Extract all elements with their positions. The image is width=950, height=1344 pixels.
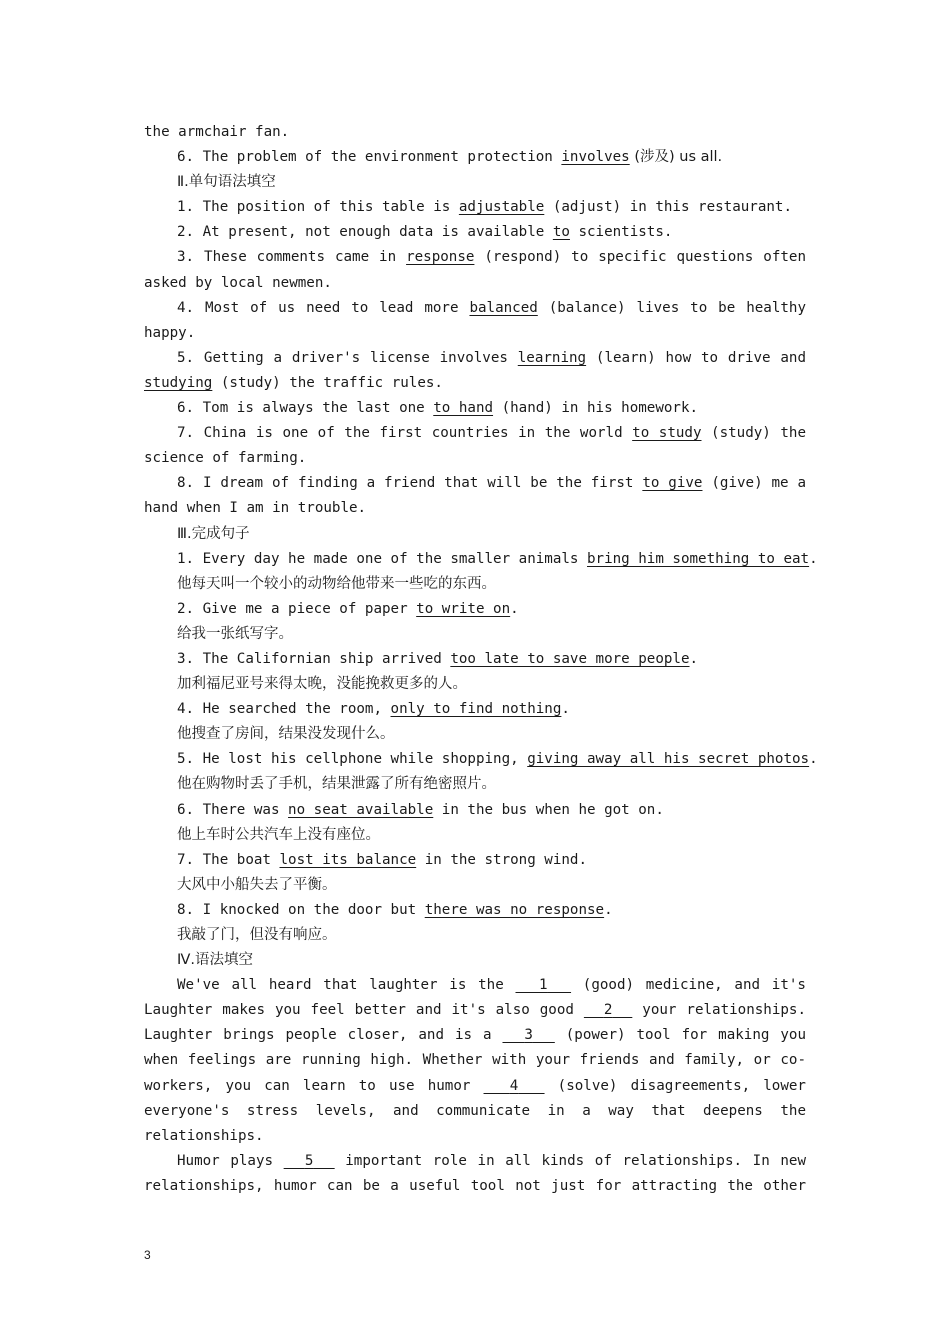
answer: learning bbox=[517, 349, 587, 366]
answer: no seat available bbox=[288, 801, 434, 818]
s2-item-7-cont: science of farming. bbox=[144, 450, 307, 467]
s3-item-1-translation: 他每天叫一个较小的动物给他带来一些吃的东西。 bbox=[177, 575, 496, 592]
blank-1: 1 bbox=[539, 977, 548, 994]
s2-item-8-cont: hand when I am in trouble. bbox=[144, 500, 367, 517]
continuation-line: the armchair fan. bbox=[144, 124, 290, 140]
answer: to bbox=[552, 224, 570, 241]
passage-line: Humor plays 5 important role in all kinds of relationships. In new bbox=[177, 1152, 806, 1169]
answer: balanced bbox=[469, 299, 538, 316]
s3-item-4-translation: 他搜查了房间，结果没发现什么。 bbox=[177, 726, 395, 743]
s3-item-2-translation: 给我一张纸写字。 bbox=[177, 625, 293, 642]
passage-line: everyone's stress levels, and communicate in a way that deepens the bbox=[144, 1102, 806, 1119]
answer: only to find nothing bbox=[390, 701, 562, 718]
answer: too late to save more people bbox=[450, 650, 690, 667]
section-4-heading: Ⅳ.语法填空 bbox=[177, 952, 253, 969]
s2-item-6: 6. Tom is always the last one to hand (hand) in his homework. bbox=[177, 400, 699, 417]
passage-line: Laughter brings people closer, and is a 3 (power) tool for making you bbox=[144, 1027, 806, 1044]
passage-line: Laughter makes you feel better and it's also good 2 your relationships. bbox=[144, 1002, 806, 1019]
answer: bring him something to eat bbox=[587, 550, 810, 567]
answer: to write on bbox=[416, 600, 511, 617]
answer: adjustable bbox=[458, 199, 545, 216]
s3-item-3: 3. The Californian ship arrived too late to save more people. bbox=[177, 650, 699, 667]
s2-item-8: 8. I dream of finding a friend that will be the first to give (give) me a bbox=[177, 475, 806, 492]
s2-item-1: 1. The position of this table is adjustable (adjust) in this restaurant. bbox=[177, 199, 793, 216]
s2-item-2: 2. At present, not enough data is available to scientists. bbox=[177, 224, 673, 241]
blank-5: 5 bbox=[304, 1152, 314, 1169]
answer: studying bbox=[144, 374, 213, 391]
answer: involves bbox=[561, 149, 630, 166]
s3-item-7: 7. The boat lost its balance in the strong wind. bbox=[177, 851, 588, 868]
document-page bbox=[144, 120, 818, 1199]
s3-item-4: 4. He searched the room, only to find nothing. bbox=[177, 701, 570, 718]
answer: to give bbox=[642, 475, 703, 492]
answer: giving away all his secret photos bbox=[527, 751, 810, 768]
page-number: 3 bbox=[144, 1248, 151, 1262]
passage-line: when feelings are running high. Whether with your friends and family, or co- bbox=[144, 1052, 806, 1069]
s3-item-6: 6. There was no seat available in the bus when he got on. bbox=[177, 801, 664, 818]
s2-item-7: 7. China is one of the first countries in the world to study (study) the bbox=[177, 425, 806, 442]
blank-4: 4 bbox=[509, 1077, 519, 1094]
s1-item-6: 6. The problem of the environment protection involves (涉及) us all. bbox=[177, 149, 723, 166]
section-2-heading: Ⅱ.单句语法填空 bbox=[177, 174, 276, 191]
s3-item-8: 8. I knocked on the door but there was no response. bbox=[177, 901, 613, 918]
s3-item-1: 1. Every day he made one of the smaller animals bring him something to eat. bbox=[177, 550, 818, 567]
answer: to study bbox=[632, 425, 702, 442]
answer: to hand bbox=[433, 400, 494, 417]
s3-item-8-translation: 我敲了门，但没有响应。 bbox=[177, 927, 337, 943]
s3-item-7-translation: 大风中小船失去了平衡。 bbox=[177, 876, 337, 893]
answer: response bbox=[406, 249, 475, 266]
answer: there was no response bbox=[424, 901, 605, 918]
s3-item-2: 2. Give me a piece of paper to write on. bbox=[177, 600, 519, 617]
s2-item-3: 3. These comments came in response (respond) to specific questions often bbox=[177, 249, 806, 266]
s2-item-4: 4. Most of us need to lead more balanced (balance) lives to be healthy bbox=[177, 299, 806, 316]
passage-line: relationships, humor can be a useful tool not just for attracting the other bbox=[144, 1177, 806, 1194]
passage-line: relationships. bbox=[144, 1127, 264, 1144]
s2-item-3-cont: asked by local newmen. bbox=[144, 274, 332, 291]
passage-line: workers, you can learn to use humor 4 (solve) disagreements, lower bbox=[144, 1077, 806, 1094]
s2-item-4-cont: happy. bbox=[144, 324, 196, 341]
blank-3: 3 bbox=[524, 1027, 533, 1044]
s3-item-3-translation: 加利福尼亚号来得太晚，没能挽救更多的人。 bbox=[177, 676, 467, 693]
s2-item-5-cont: studying (study) the traffic rules. bbox=[144, 374, 443, 391]
s3-item-5: 5. He lost his cellphone while shopping, giving away all his secret photos. bbox=[177, 751, 818, 768]
s2-item-5: 5. Getting a driver's license involves learning (learn) how to drive and bbox=[177, 349, 806, 366]
s3-item-5-translation: 他在购物时丢了手机，结果泄露了所有绝密照片。 bbox=[177, 776, 496, 793]
s3-item-6-translation: 他上车时公共汽车上没有座位。 bbox=[177, 826, 380, 843]
answer: lost its balance bbox=[279, 851, 417, 868]
section-3-heading: Ⅲ.完成句子 bbox=[177, 525, 250, 542]
blank-2: 2 bbox=[603, 1002, 613, 1019]
passage-line: We've all heard that laughter is the 1 (good) medicine, and it's bbox=[177, 977, 806, 994]
